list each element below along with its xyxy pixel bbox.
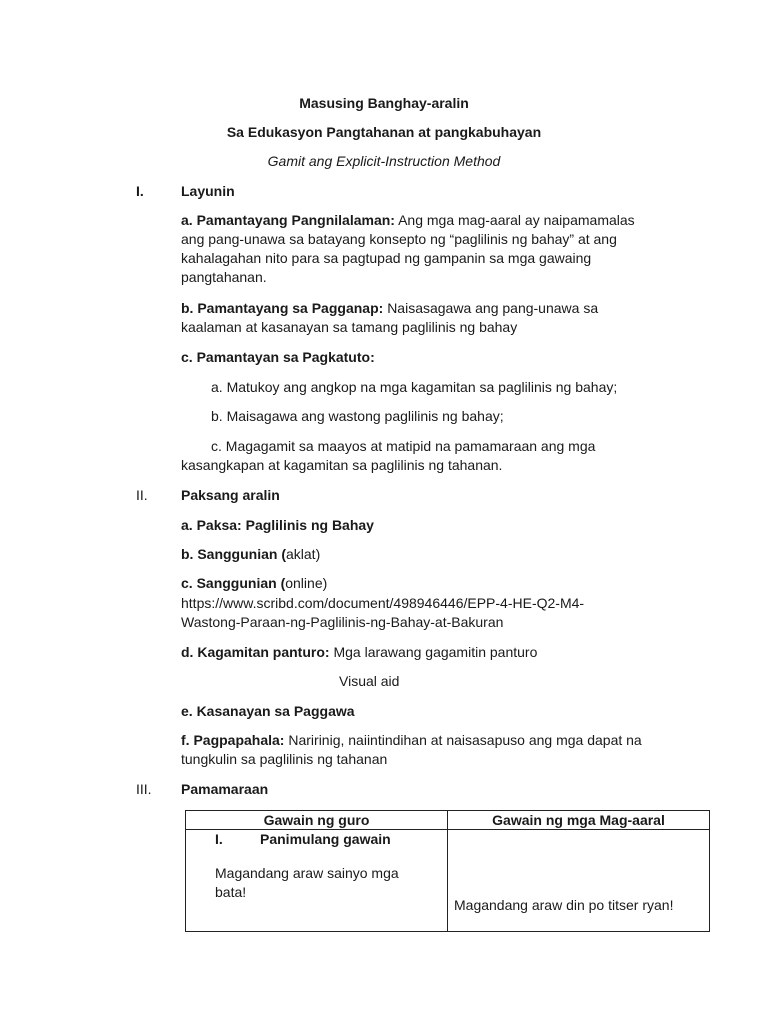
teacher-greeting-line2: bata! (215, 884, 247, 900)
section-numeral-1: I. (136, 183, 144, 199)
paragraph-pangnilalaman (181, 211, 681, 287)
row-numeral: I. (215, 831, 223, 847)
sanggunian-aklat (181, 545, 320, 564)
objective-b: b. Maisagawa ang wastong paglilinis ng bahay; (211, 408, 504, 424)
text: ang pang-unawa sa batayang konsepto ng “paglilinis ng bahay” at ang (181, 231, 617, 247)
label-pagkatuto: c. Pamantayan sa Pagkatuto: (181, 349, 375, 365)
label-pagganap: b. Pamantayang sa Pagganap: (181, 300, 384, 316)
label-kagamitan: d. Kagamitan panturo: (181, 644, 330, 660)
reference-url-line1: https://www.scribd.com/document/498946446/EPP-4-HE-Q2-M4- (181, 595, 585, 611)
table-header-row (186, 811, 710, 830)
student-reply: Magandang araw din po titser ryan! (454, 897, 674, 913)
text: online) (285, 575, 328, 591)
text: pangtahanan. (181, 269, 267, 285)
label-pagpapahala: f. Pagpapahala: (181, 732, 285, 748)
table-row (186, 830, 710, 932)
column-header-guro: Gawain ng guro (186, 811, 448, 830)
paragraph-pagpapahala (181, 731, 681, 769)
reference-url-line2: Wastong-Paraan-ng-Paglilinis-ng-Bahay-at-Bakuran (181, 614, 504, 630)
section-heading-layunin: Layunin (181, 183, 235, 199)
paragraph-pagganap (181, 299, 681, 337)
label-pangnilalaman: a. Pamantayang Pangnilalaman: (181, 212, 395, 228)
kagamitan-panturo (181, 643, 537, 662)
sanggunian-online (181, 574, 327, 593)
label-sanggunian: c. Sanggunian ( (181, 575, 286, 591)
section-numeral-3: III. (136, 781, 152, 797)
text: tungkulin sa paglilinis ng tahanan (181, 751, 388, 767)
section-numeral-2: II. (136, 487, 148, 503)
teacher-cell (186, 830, 448, 932)
row-heading: Panimulang gawain (260, 831, 391, 847)
student-cell (448, 830, 710, 932)
text: aklat) (286, 546, 321, 562)
paksa: a. Paksa: Paglilinis ng Bahay (181, 517, 374, 533)
text: Naririnig, naiintindihan at naisasapuso ang mga dapat na (288, 732, 642, 748)
text: Ang mga mag-aaral ay naipamamalas (398, 212, 635, 228)
document-subtitle: Sa Edukasyon Pangtahanan at pangkabuhayan (226, 124, 542, 140)
section-heading-paksang-aralin: Paksang aralin (181, 487, 280, 503)
column-header-mag-aaral: Gawain ng mga Mag-aaral (448, 811, 710, 830)
objective-c-continued: kasangkapan at kagamitan sa paglilinis ng tahanan. (181, 457, 503, 473)
text: kaalaman at kasanayan sa tamang paglilinis ng bahay (181, 319, 518, 335)
section-heading-pamamaraan: Pamamaraan (181, 781, 269, 797)
kasanayan-sa-paggawa: e. Kasanayan sa Paggawa (181, 703, 355, 719)
text: kahalagahan nito para sa pagtupad ng gampanin sa mga gawaing (181, 250, 592, 266)
lesson-table (185, 810, 710, 932)
text: Mga larawang gagamitin panturo (333, 644, 538, 660)
visual-aid: Visual aid (339, 673, 400, 689)
text: Naisasagawa ang pang-unawa sa (387, 300, 599, 316)
teacher-greeting-line1: Magandang araw sainyo mga (215, 865, 399, 881)
method-line: Gamit ang Explicit-Instruction Method (267, 153, 501, 169)
objective-c: c. Magagamit sa maayos at matipid na pamamaraan ang mga (211, 438, 596, 454)
objective-a: a. Matukoy ang angkop na mga kagamitan sa paglilinis ng bahay; (211, 379, 618, 395)
document-title: Masusing Banghay-aralin (299, 95, 469, 111)
label-sanggunian: b. Sanggunian ( (181, 546, 286, 562)
